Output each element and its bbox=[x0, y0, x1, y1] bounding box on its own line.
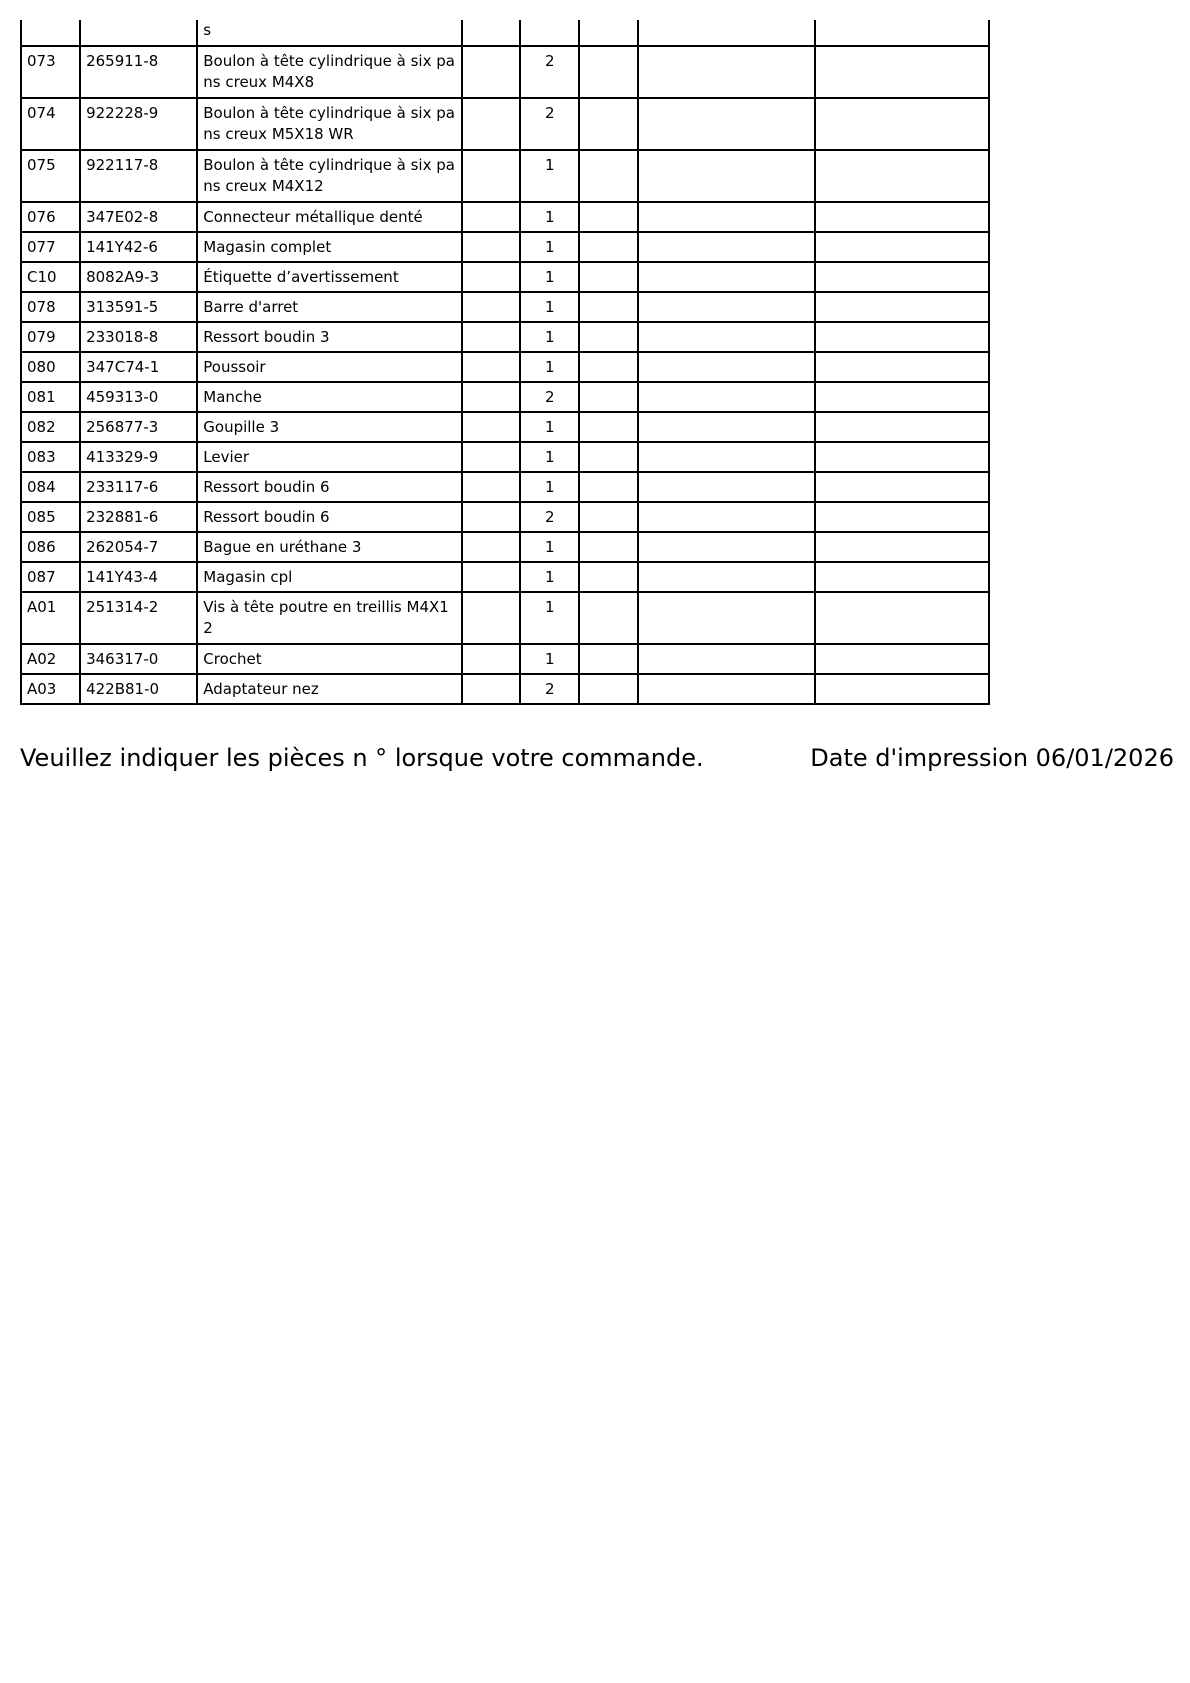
cell-part-number: 080 bbox=[21, 352, 80, 382]
cell-empty bbox=[579, 262, 638, 292]
cell-empty bbox=[638, 674, 814, 704]
table-row bbox=[21, 262, 989, 292]
cell-quantity: 2 bbox=[520, 46, 579, 98]
cell-description: Connecteur métallique denté bbox=[197, 202, 462, 232]
cell-empty bbox=[815, 592, 989, 644]
cell-empty bbox=[462, 322, 520, 352]
cell-reference: 141Y42-6 bbox=[80, 232, 197, 262]
cell-empty bbox=[579, 46, 638, 98]
cell-part-number: 081 bbox=[21, 382, 80, 412]
cell-quantity: 1 bbox=[520, 322, 579, 352]
table-row bbox=[21, 382, 989, 412]
cell-empty bbox=[638, 644, 814, 674]
parts-table bbox=[20, 20, 990, 705]
cell-part-number: 082 bbox=[21, 412, 80, 442]
cell-part-number: 085 bbox=[21, 502, 80, 532]
cell-empty bbox=[638, 98, 814, 150]
cell-description: Boulon à tête cylindrique à six pans creux M4X12 bbox=[197, 150, 462, 202]
cell-empty bbox=[815, 502, 989, 532]
cell-reference: 922117-8 bbox=[80, 150, 197, 202]
table-row bbox=[21, 232, 989, 262]
cell-empty bbox=[579, 292, 638, 322]
cell-empty bbox=[815, 232, 989, 262]
table-row bbox=[21, 502, 989, 532]
cell-empty bbox=[638, 472, 814, 502]
cell-empty bbox=[462, 46, 520, 98]
cell-empty bbox=[462, 442, 520, 472]
table-row bbox=[21, 674, 989, 704]
cell-empty bbox=[579, 442, 638, 472]
order-instruction-note: Veuillez indiquer les pièces n ° lorsque votre commande. bbox=[20, 744, 704, 772]
cell-empty bbox=[638, 292, 814, 322]
cell-empty bbox=[638, 20, 814, 46]
cell-description: Adaptateur nez bbox=[197, 674, 462, 704]
cell-reference: 313591-5 bbox=[80, 292, 197, 322]
cell-description: Manche bbox=[197, 382, 462, 412]
cell-empty bbox=[815, 352, 989, 382]
table-row bbox=[21, 322, 989, 352]
cell-empty bbox=[579, 382, 638, 412]
cell-empty bbox=[462, 292, 520, 322]
cell-empty bbox=[462, 644, 520, 674]
cell-part-number: 083 bbox=[21, 442, 80, 472]
cell-empty bbox=[815, 46, 989, 98]
cell-reference: 265911-8 bbox=[80, 46, 197, 98]
cell-empty bbox=[638, 442, 814, 472]
cell-quantity: 1 bbox=[520, 412, 579, 442]
table-row bbox=[21, 202, 989, 232]
cell-reference: 262054-7 bbox=[80, 532, 197, 562]
cell-quantity: 2 bbox=[520, 674, 579, 704]
cell-empty bbox=[638, 532, 814, 562]
cell-empty bbox=[462, 592, 520, 644]
cell-empty bbox=[815, 20, 989, 46]
cell-empty bbox=[462, 562, 520, 592]
cell-empty bbox=[638, 322, 814, 352]
cell-empty bbox=[579, 150, 638, 202]
cell-quantity: 1 bbox=[520, 292, 579, 322]
cell-reference: 251314-2 bbox=[80, 592, 197, 644]
cell-reference: 256877-3 bbox=[80, 412, 197, 442]
cell-empty bbox=[462, 532, 520, 562]
cell-empty bbox=[815, 202, 989, 232]
cell-empty bbox=[579, 502, 638, 532]
table-row-continuation bbox=[21, 20, 989, 46]
cell-quantity: 1 bbox=[520, 232, 579, 262]
cell-empty bbox=[638, 232, 814, 262]
cell-empty bbox=[579, 562, 638, 592]
cell-empty bbox=[462, 20, 520, 46]
cell-empty bbox=[638, 262, 814, 292]
cell-reference: 232881-6 bbox=[80, 502, 197, 532]
cell-description: Poussoir bbox=[197, 352, 462, 382]
cell-part-number: 074 bbox=[21, 98, 80, 150]
cell-empty bbox=[579, 20, 638, 46]
cell-reference: 347C74-1 bbox=[80, 352, 197, 382]
cell-empty bbox=[638, 382, 814, 412]
cell-reference: 233018-8 bbox=[80, 322, 197, 352]
cell-empty bbox=[815, 98, 989, 150]
cell-quantity: 2 bbox=[520, 382, 579, 412]
cell-part-number: 084 bbox=[21, 472, 80, 502]
cell-quantity: 1 bbox=[520, 352, 579, 382]
cell-part-number: 079 bbox=[21, 322, 80, 352]
cell-part-number: 087 bbox=[21, 562, 80, 592]
cell-reference: 233117-6 bbox=[80, 472, 197, 502]
cell-empty bbox=[462, 382, 520, 412]
cell-reference: 413329-9 bbox=[80, 442, 197, 472]
cell-description: Boulon à tête cylindrique à six pans creux M5X18 WR bbox=[197, 98, 462, 150]
cell-empty bbox=[815, 674, 989, 704]
cell-empty bbox=[462, 98, 520, 150]
cell-reference: 347E02-8 bbox=[80, 202, 197, 232]
cell-quantity: 1 bbox=[520, 472, 579, 502]
table-row bbox=[21, 150, 989, 202]
cell-empty bbox=[815, 262, 989, 292]
cell-description: Ressort boudin 6 bbox=[197, 472, 462, 502]
cell-empty bbox=[638, 150, 814, 202]
cell-description: Magasin cpl bbox=[197, 562, 462, 592]
cell-empty bbox=[638, 202, 814, 232]
cell-reference: 141Y43-4 bbox=[80, 562, 197, 592]
cell-empty bbox=[638, 562, 814, 592]
cell-part-number: A03 bbox=[21, 674, 80, 704]
table-row bbox=[21, 472, 989, 502]
cell-description: Barre d'arret bbox=[197, 292, 462, 322]
cell-reference: 346317-0 bbox=[80, 644, 197, 674]
cell-part-number: A01 bbox=[21, 592, 80, 644]
cell-empty bbox=[462, 150, 520, 202]
table-row bbox=[21, 592, 989, 644]
cell-part-number: 086 bbox=[21, 532, 80, 562]
cell-empty bbox=[462, 202, 520, 232]
cell-description: Bague en uréthane 3 bbox=[197, 532, 462, 562]
cell-empty bbox=[815, 292, 989, 322]
cell-empty bbox=[579, 644, 638, 674]
cell-part-number: 075 bbox=[21, 150, 80, 202]
cell-empty bbox=[462, 262, 520, 292]
cell-empty bbox=[815, 150, 989, 202]
cell-empty bbox=[579, 674, 638, 704]
cell-reference: 8082A9-3 bbox=[80, 262, 197, 292]
cell-reference bbox=[80, 20, 197, 46]
cell-quantity: 1 bbox=[520, 562, 579, 592]
cell-empty bbox=[462, 352, 520, 382]
cell-part-number: 077 bbox=[21, 232, 80, 262]
cell-quantity bbox=[520, 20, 579, 46]
table-row bbox=[21, 292, 989, 322]
print-date: Date d'impression 06/01/2026 bbox=[810, 744, 1174, 772]
cell-reference: 459313-0 bbox=[80, 382, 197, 412]
table-row bbox=[21, 46, 989, 98]
cell-quantity: 1 bbox=[520, 442, 579, 472]
parts-table-body bbox=[21, 20, 989, 704]
table-row bbox=[21, 352, 989, 382]
cell-quantity: 1 bbox=[520, 202, 579, 232]
table-row bbox=[21, 562, 989, 592]
cell-empty bbox=[815, 442, 989, 472]
cell-empty bbox=[579, 232, 638, 262]
cell-reference: 422B81-0 bbox=[80, 674, 197, 704]
table-row bbox=[21, 644, 989, 674]
cell-empty bbox=[579, 592, 638, 644]
cell-quantity: 1 bbox=[520, 532, 579, 562]
cell-quantity: 1 bbox=[520, 592, 579, 644]
cell-description: Ressort boudin 3 bbox=[197, 322, 462, 352]
table-row bbox=[21, 532, 989, 562]
cell-description: Ressort boudin 6 bbox=[197, 502, 462, 532]
cell-empty bbox=[815, 322, 989, 352]
cell-description: Goupille 3 bbox=[197, 412, 462, 442]
cell-part-number: 078 bbox=[21, 292, 80, 322]
cell-empty bbox=[579, 322, 638, 352]
cell-description: Crochet bbox=[197, 644, 462, 674]
cell-empty bbox=[815, 532, 989, 562]
cell-empty bbox=[579, 98, 638, 150]
cell-description: Boulon à tête cylindrique à six pans creux M4X8 bbox=[197, 46, 462, 98]
cell-empty bbox=[579, 352, 638, 382]
cell-quantity: 1 bbox=[520, 150, 579, 202]
cell-empty bbox=[815, 382, 989, 412]
cell-empty bbox=[579, 202, 638, 232]
cell-empty bbox=[638, 502, 814, 532]
cell-description: Étiquette d’avertissement bbox=[197, 262, 462, 292]
cell-empty bbox=[815, 412, 989, 442]
cell-part-number bbox=[21, 20, 80, 46]
cell-empty bbox=[815, 472, 989, 502]
cell-description: s bbox=[197, 20, 462, 46]
cell-description: Vis à tête poutre en treillis M4X12 bbox=[197, 592, 462, 644]
cell-empty bbox=[579, 412, 638, 442]
cell-empty bbox=[638, 412, 814, 442]
cell-reference: 922228-9 bbox=[80, 98, 197, 150]
cell-empty bbox=[462, 674, 520, 704]
cell-empty bbox=[462, 472, 520, 502]
cell-quantity: 2 bbox=[520, 98, 579, 150]
cell-part-number: 073 bbox=[21, 46, 80, 98]
cell-quantity: 1 bbox=[520, 644, 579, 674]
cell-empty bbox=[638, 352, 814, 382]
cell-empty bbox=[638, 592, 814, 644]
cell-quantity: 2 bbox=[520, 502, 579, 532]
cell-quantity: 1 bbox=[520, 262, 579, 292]
cell-empty bbox=[462, 412, 520, 442]
cell-part-number: C10 bbox=[21, 262, 80, 292]
cell-description: Magasin complet bbox=[197, 232, 462, 262]
cell-empty bbox=[462, 502, 520, 532]
cell-part-number: 076 bbox=[21, 202, 80, 232]
table-row bbox=[21, 98, 989, 150]
cell-empty bbox=[638, 46, 814, 98]
cell-empty bbox=[815, 644, 989, 674]
cell-empty bbox=[579, 472, 638, 502]
cell-part-number: A02 bbox=[21, 644, 80, 674]
cell-description: Levier bbox=[197, 442, 462, 472]
cell-empty bbox=[815, 562, 989, 592]
cell-empty bbox=[579, 532, 638, 562]
cell-empty bbox=[462, 232, 520, 262]
table-row bbox=[21, 442, 989, 472]
table-row bbox=[21, 412, 989, 442]
